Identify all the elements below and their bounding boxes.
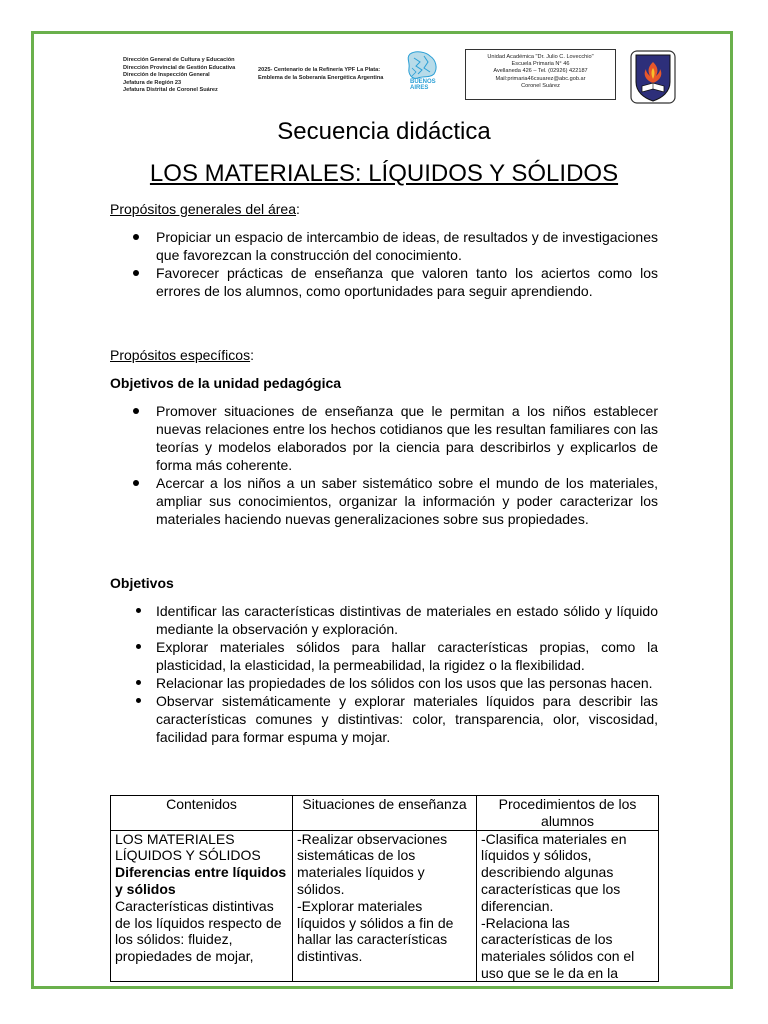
list-item: Identificar las características distintivas de materiales en estado sólido y líquido mediante la observación y exploración. [110, 602, 658, 638]
objectives-list [110, 602, 658, 746]
list-item: Explorar materiales sólidos para hallar características propias, como la plasticidad, la elasticidad, la permeabilidad, la rigidez o la flexibilidad. [110, 638, 658, 674]
page-title: Secuencia didáctica [277, 118, 491, 145]
heading-colon: : [250, 347, 254, 363]
list-item: Relacionar las propiedades de los sólidos con los usos que las personas hacen. [110, 674, 658, 692]
header-line: Dirección de Inspección General [123, 72, 210, 79]
list-item: Propiciar un espacio de intercambio de ideas, de resultados y de investigaciones que favorezcan la construcción del conocimiento. [110, 228, 658, 264]
general-purposes-list [110, 228, 658, 300]
contents-table [110, 795, 659, 982]
specific-purposes-heading [110, 346, 658, 364]
cell-text: -Explorar materiales líquidos y sólidos a fin de hallar las características distintivas. [297, 897, 454, 965]
logo-text-line: AIRES [410, 85, 429, 91]
cell-text: -Relaciona las características de los materiales sólidos con el uso que se le da en la [481, 914, 635, 981]
school-line: Escuela Primaria N° 46 [511, 61, 570, 68]
list-item: Promover situaciones de enseñanza que le permitan a los niños establecer nuevas relaciones entre los hechos cotidianos que les resultan familiares con las teorías y modelos elaborados por la ciencia para describirlos y explicarlos de forma más coherente. [110, 402, 658, 474]
general-purposes-heading-text: Propósitos generales del área [110, 201, 297, 217]
header-line: 2025- Centenario de la Refinería YPF La Plata: [258, 67, 381, 73]
header-centenary-lines [258, 67, 383, 82]
table-cell-contents [111, 830, 293, 981]
logo-text-line: BUENOS [410, 79, 436, 85]
list-item: Acercar a los niños a un saber sistemático sobre el mundo de los materiales, ampliar sus conocimientos, organizar la información y poder caracterizar los materiales haciendo nuevas generalizaciones sobre sus propiedades. [110, 474, 658, 528]
heading-colon: : [296, 201, 300, 217]
cell-text: LOS MATERIALES LÍQUIDOS Y SÓLIDOS [115, 830, 261, 864]
buenos-aires-logo-text [410, 79, 436, 91]
header-line: Jefatura de Región 23 [123, 79, 182, 86]
cell-bold-text: Diferencias entre líquidos y sólidos [115, 864, 287, 897]
school-line: Avellaneda 426 – Tel. (02926) 422187 [493, 68, 588, 75]
table-cell-situations [293, 830, 477, 981]
table-header-cell: Situaciones de enseñanza [293, 796, 477, 831]
list-item: Favorecer prácticas de enseñanza que valoren tanto los aciertos como los errores de los alumnos, como oportunidades para seguir aprendiendo. [110, 264, 658, 300]
school-line: Coronel Suárez [521, 82, 560, 89]
specific-purposes-heading-text: Propósitos específicos [110, 347, 251, 363]
page-subtitle: LOS MATERIALES: LÍQUIDOS Y SÓLIDOS [149, 160, 619, 187]
cell-text: Características distintivas de los líquidos respecto de los sólidos: fluidez, propiedades de mojar, [115, 897, 282, 965]
table-header-cell: Procedimientos de los alumnos [477, 796, 659, 831]
cell-text: -Realizar observaciones sistemáticas de los materiales líquidos y sólidos. [297, 830, 448, 897]
school-info-box [465, 49, 616, 100]
list-item: Observar sistemáticamente y explorar materiales líquidos para describir las características comunes y distintivas: color, transparencia, olor, viscosidad, facilidad para formar espuma y mojar. [110, 692, 658, 746]
general-purposes-heading [110, 200, 658, 218]
school-crest-icon [630, 50, 676, 104]
header-line: Jefatura Distrital de Coronel Suárez [123, 87, 218, 94]
header-institution-lines [123, 57, 235, 95]
header-line: Dirección Provincial de Gestión Educativa [123, 64, 236, 71]
objectives-heading: Objetivos [110, 575, 174, 591]
unit-objectives-heading: Objetivos de la unidad pedagógica [110, 375, 342, 391]
cell-text: -Clasifica materiales en líquidos y sólidos, describiendo algunas características que los diferencian. [481, 830, 627, 914]
table-header-row [111, 796, 659, 831]
table-cell-procedures [477, 830, 659, 981]
unit-objectives-list [110, 402, 658, 528]
school-line: Mail:primaria46csuarez@abc.gob.ar [495, 75, 586, 82]
header-line: Emblema de la Soberanía Energética Argentina [258, 74, 384, 81]
header-line: Dirección General de Cultura y Educación [123, 57, 235, 63]
school-line: Unidad Académica "Dr. Julio C. Lovecchio" [487, 54, 594, 60]
table-header-cell: Contenidos [111, 796, 293, 831]
table-row [111, 830, 659, 981]
